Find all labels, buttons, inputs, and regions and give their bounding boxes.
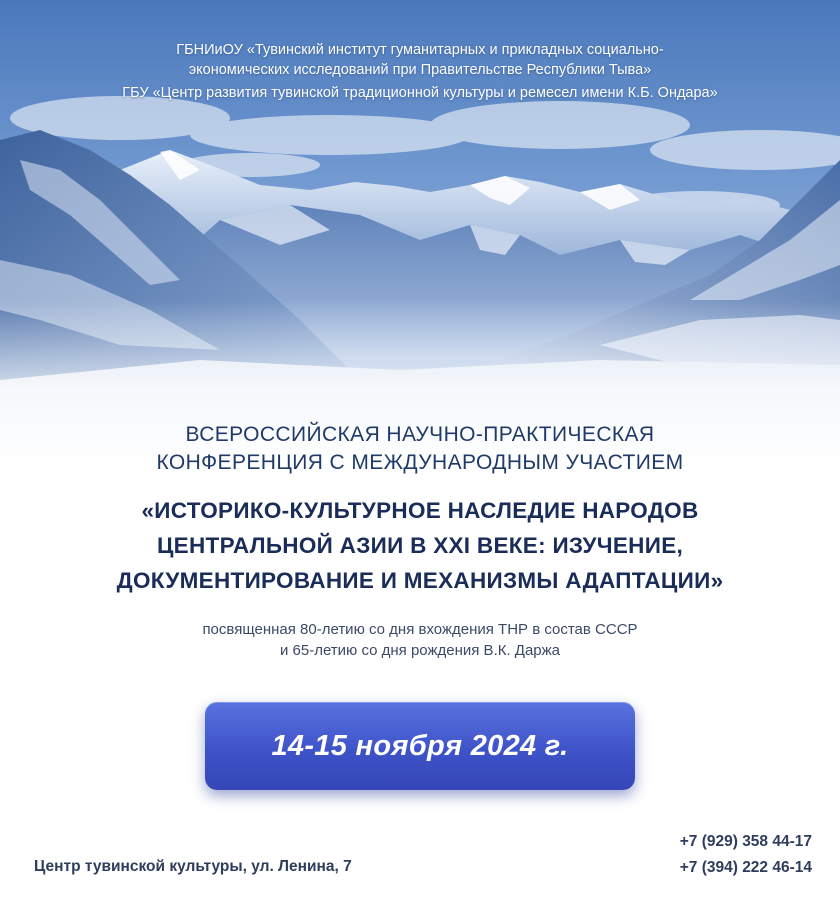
conference-title-line-2: ЦЕНТРАЛЬНОЙ АЗИИ В XXI ВЕКЕ: ИЗУЧЕНИЕ, <box>156 533 684 558</box>
conference-title-line-1: «ИСТОРИКО-КУЛЬТУРНОЕ НАСЛЕДИЕ НАРОДОВ <box>141 498 699 523</box>
conference-type-line-1: ВСЕРОССИЙСКАЯ НАУЧНО-ПРАКТИЧЕСКАЯ <box>185 423 655 446</box>
date-badge <box>205 702 635 790</box>
venue-address: Центр тувинской культуры, ул. Ленина, 7 <box>34 858 352 875</box>
dedication-line-1: посвященная 80-летию со дня вхождения ТНР в состав СССР <box>202 621 638 638</box>
organizer-institute-line-1: ГБНИиОУ «Тувинский институт гуманитарных и прикладных социально- <box>176 42 664 58</box>
dedication-line-2: и 65-летию со дня рождения В.К. Даржа <box>279 642 561 659</box>
conference-type-line-2: КОНФЕРЕНЦИЯ С МЕЖДУНАРОДНЫМ УЧАСТИЕМ <box>156 451 684 474</box>
phone-number-2: +7 (394) 222 46-14 <box>679 859 812 876</box>
organizer-culture-center: ГБУ «Центр развития тувинской традиционной культуры и ремесел имени К.Б. Ондара» <box>122 85 718 101</box>
organizer-institute <box>0 40 840 80</box>
conference-date: 14-15 ноября 2024 г. <box>271 729 569 762</box>
organizer-institute-line-2: экономических исследований при Правительстве Республики Тыва» <box>188 62 652 78</box>
phone-number-1: +7 (929) 358 44-17 <box>679 833 812 850</box>
conference-title-line-3: ДОКУМЕНТИРОВАНИЕ И МЕХАНИЗМЫ АДАПТАЦИИ» <box>116 568 724 593</box>
